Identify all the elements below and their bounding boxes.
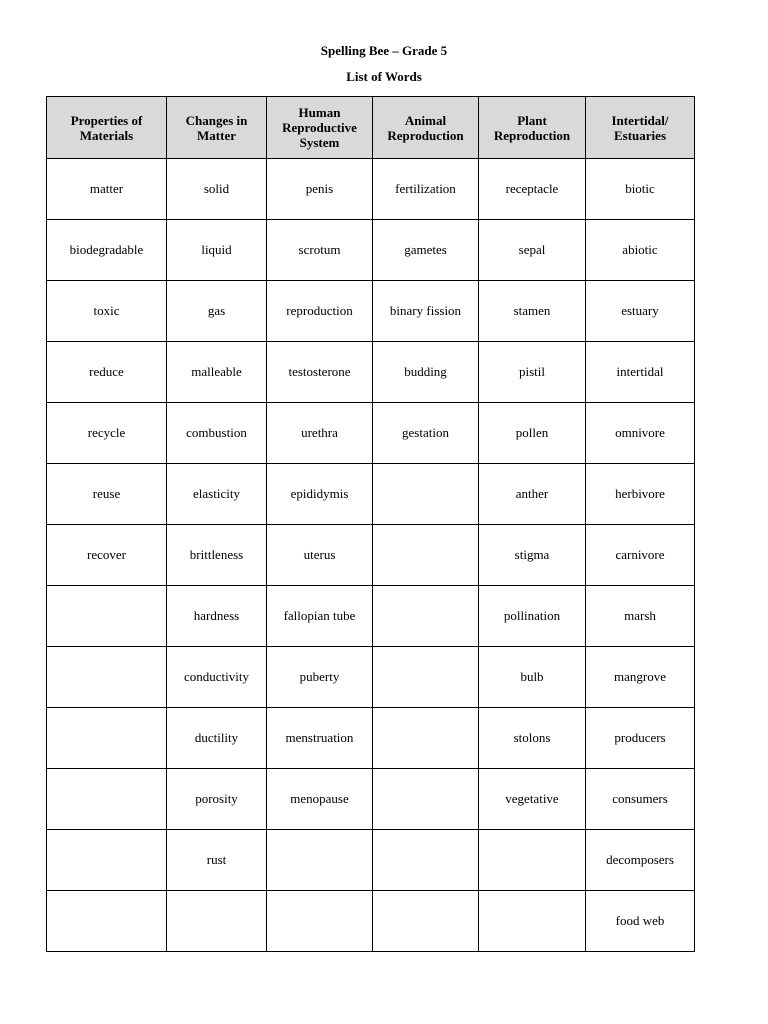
word-cell: stigma [479,525,586,586]
word-cell: scrotum [267,220,373,281]
table-row [47,220,695,281]
word-cell: sepal [479,220,586,281]
word-cell: toxic [47,281,167,342]
word-cell [373,464,479,525]
word-cell: decomposers [586,830,695,891]
word-cell: biotic [586,159,695,220]
word-cell [373,830,479,891]
word-cell: herbivore [586,464,695,525]
word-cell: menopause [267,769,373,830]
word-cell [373,586,479,647]
column-header-line: Plant [517,112,547,128]
word-cell [47,586,167,647]
table-row [47,403,695,464]
word-cell [167,891,267,952]
word-cell [373,647,479,708]
column-header-line: Reproduction [387,127,464,143]
word-cell [373,525,479,586]
column-header-line: Properties of [70,112,143,128]
column-header-line: Reproduction [493,127,571,143]
column-header [47,97,167,159]
word-cell: mangrove [586,647,695,708]
word-cell: malleable [167,342,267,403]
word-cell: receptacle [479,159,586,220]
word-cell: elasticity [167,464,267,525]
table-row [47,342,695,403]
column-header-line: System [299,135,340,150]
column-header-line: Intertidal/ [611,112,669,128]
word-cell [479,830,586,891]
header-row [47,97,695,159]
word-cell: anther [479,464,586,525]
word-cell: consumers [586,769,695,830]
word-cell: puberty [267,647,373,708]
word-cell: carnivore [586,525,695,586]
table-row [47,525,695,586]
table-header [47,97,695,159]
table-row [47,586,695,647]
table-row [47,647,695,708]
word-cell: gas [167,281,267,342]
word-cell [47,891,167,952]
word-cell: hardness [167,586,267,647]
word-cell: gametes [373,220,479,281]
table-row [47,464,695,525]
word-cell: porosity [167,769,267,830]
word-cell: omnivore [586,403,695,464]
column-header [267,97,373,159]
column-header-line: Animal [404,112,447,128]
word-cell [47,769,167,830]
word-cell: recover [47,525,167,586]
column-header [167,97,267,159]
word-cell: recycle [47,403,167,464]
word-cell: urethra [267,403,373,464]
word-cell: combustion [167,403,267,464]
word-cell: bulb [479,647,586,708]
word-cell [47,830,167,891]
column-header-line: Estuaries [614,127,666,143]
word-cell: marsh [586,586,695,647]
word-cell: reuse [47,464,167,525]
word-cell: food web [586,891,695,952]
word-cell: matter [47,159,167,220]
word-cell: reproduction [267,281,373,342]
word-cell: pollen [479,403,586,464]
column-header-line: Human [298,105,341,120]
word-cell: vegetative [479,769,586,830]
word-cell [267,891,373,952]
word-cell: pollination [479,586,586,647]
column-header [373,97,479,159]
word-cell: pistil [479,342,586,403]
word-cell: solid [167,159,267,220]
table-body [47,159,695,952]
word-cell [47,647,167,708]
word-cell: ductility [167,708,267,769]
table-row [47,830,695,891]
column-header [586,97,695,159]
word-cell [47,708,167,769]
word-cell: brittleness [167,525,267,586]
column-header [479,97,586,159]
word-cell: uterus [267,525,373,586]
word-cell: producers [586,708,695,769]
column-header-line: Materials [79,127,134,143]
word-cell: reduce [47,342,167,403]
word-cell: fallopian tube [267,586,373,647]
word-cell [267,830,373,891]
word-cell [479,891,586,952]
word-cell: rust [167,830,267,891]
word-cell: biodegradable [47,220,167,281]
table-row [47,708,695,769]
column-header-line: Changes in [185,112,248,128]
word-cell: stamen [479,281,586,342]
word-cell: liquid [167,220,267,281]
word-cell: abiotic [586,220,695,281]
table-row [47,281,695,342]
word-cell [373,708,479,769]
word-cell: epididymis [267,464,373,525]
word-cell: estuary [586,281,695,342]
word-cell [373,891,479,952]
word-cell: menstruation [267,708,373,769]
table-row [47,891,695,952]
word-cell: testosterone [267,342,373,403]
column-header-line: Matter [197,127,236,143]
word-cell: intertidal [586,342,695,403]
document-title: Spelling Bee – Grade 5 [320,43,448,58]
table-row [47,769,695,830]
table-row [47,159,695,220]
word-cell: fertilization [373,159,479,220]
word-cell [373,769,479,830]
word-list-table [46,96,695,952]
word-cell: conductivity [167,647,267,708]
word-cell: budding [373,342,479,403]
word-cell: gestation [373,403,479,464]
word-cell: penis [267,159,373,220]
word-cell: binary fission [373,281,479,342]
document-subtitle: List of Words [346,69,422,84]
word-cell: stolons [479,708,586,769]
column-header-line: Reproductive [282,120,357,135]
